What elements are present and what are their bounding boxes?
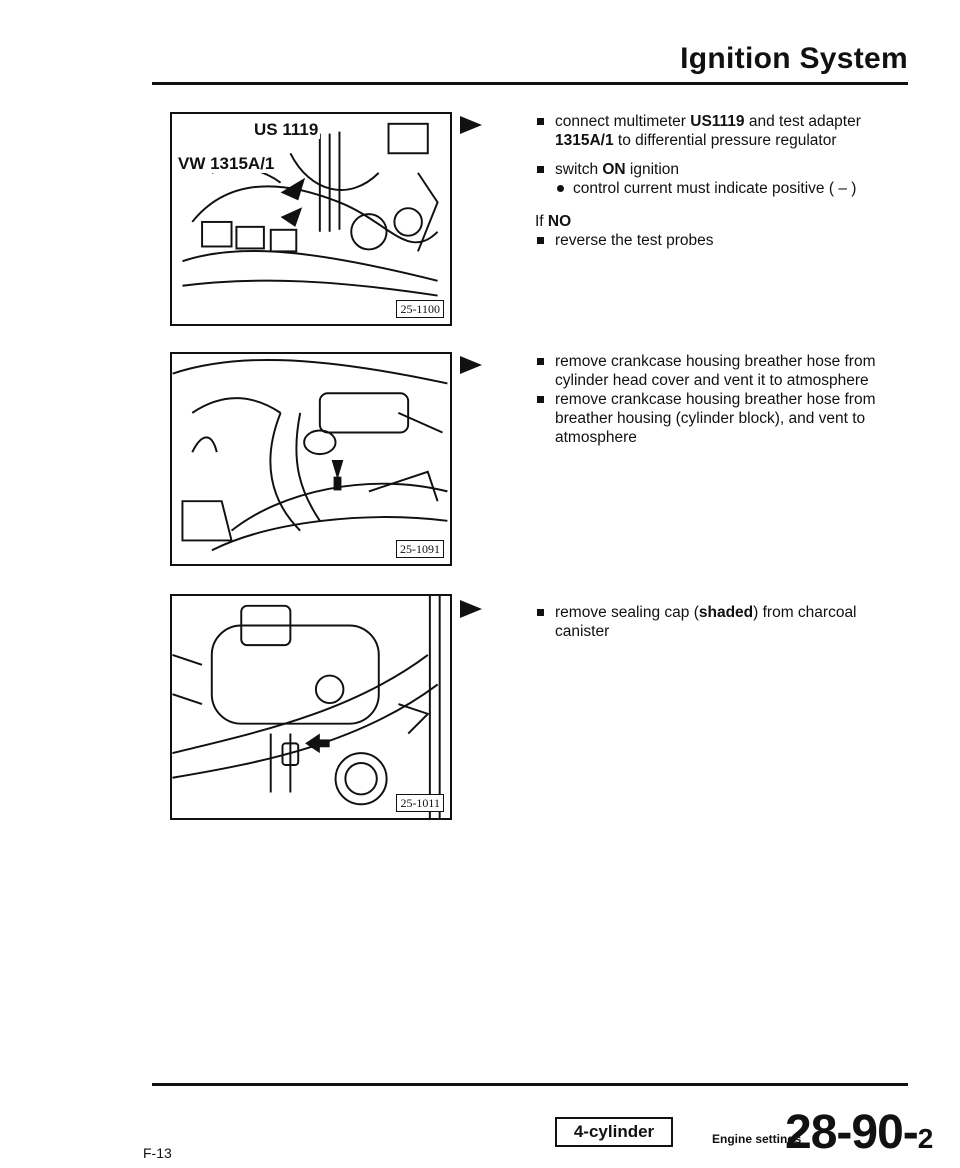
figure-label-us1119: US 1119	[254, 120, 319, 139]
step-text: remove crankcase housing breather hose from cylinder head cover and vent it to atmosphere	[555, 353, 876, 389]
step-text: remove crankcase housing breather hose from breather housing (cylinder block), and vent to atmosphere	[555, 391, 876, 446]
bullet-square-icon	[537, 166, 544, 173]
condition-if-no	[535, 212, 905, 231]
pointer-arrow	[460, 356, 482, 374]
pointer-arrow	[460, 600, 482, 618]
check-control-current	[535, 179, 905, 198]
bullet-square-icon	[537, 237, 544, 244]
page-id: F-13	[143, 1145, 172, 1161]
step-connect-multimeter	[535, 112, 905, 150]
step-reverse-probes	[535, 231, 905, 250]
bullet-square-icon	[537, 609, 544, 616]
step-remove-hose-cover	[535, 352, 905, 390]
step-text: ) from charcoal canister	[555, 604, 857, 640]
step-switch-ignition	[535, 160, 905, 179]
bullet-square-icon	[537, 358, 544, 365]
tool-code: US1119	[690, 113, 745, 130]
section-label: Engine settings	[712, 1132, 802, 1146]
instruction-block-2	[535, 352, 905, 457]
figure-multimeter-connection	[170, 112, 452, 326]
step-text: remove sealing cap (	[555, 604, 699, 621]
page-title: Ignition System	[680, 42, 908, 75]
keyword: ON	[602, 161, 626, 178]
figure-charcoal-canister	[170, 594, 452, 820]
step-text: switch	[555, 161, 603, 178]
keyword: shaded	[698, 604, 754, 621]
step-text: connect multimeter	[555, 113, 691, 130]
step-text: to differential pressure regulator	[613, 132, 837, 149]
engine-badge: 4-cylinder	[555, 1117, 673, 1147]
bullet-square-icon	[537, 396, 544, 403]
figure-label-vw1315a1: VW 1315A/1	[178, 154, 275, 173]
step-remove-hose-block	[535, 390, 905, 447]
step-remove-sealing-cap	[535, 603, 905, 641]
page-number-main: 28-90-	[785, 1106, 918, 1159]
pointer-arrow	[460, 116, 482, 134]
figure-breather-hose	[170, 352, 452, 566]
figure-code: 25-1100	[396, 300, 444, 318]
figure-3-drawing	[172, 596, 450, 818]
condition-text: If	[535, 213, 548, 230]
step-text: reverse the test probes	[555, 232, 714, 249]
check-text: control current must indicate positive ( – )	[573, 180, 857, 197]
figure-code: 25-1011	[396, 794, 444, 812]
bullet-square-icon	[537, 118, 544, 125]
page-number-suffix: 2	[917, 1123, 933, 1154]
figure-2-drawing	[172, 354, 450, 564]
header-rule	[152, 82, 908, 85]
bullet-dot-icon	[557, 185, 564, 192]
figure-code: 25-1091	[396, 540, 444, 558]
footer-rule	[152, 1083, 908, 1086]
step-text: and test adapter	[744, 113, 861, 130]
condition-keyword: NO	[547, 213, 572, 230]
figure-1-drawing	[172, 114, 450, 324]
instruction-block-3	[535, 603, 905, 651]
instruction-block-1	[535, 112, 905, 260]
step-text: ignition	[625, 161, 680, 178]
tool-code: 1315A/1	[555, 132, 614, 149]
page-number	[785, 1105, 932, 1160]
